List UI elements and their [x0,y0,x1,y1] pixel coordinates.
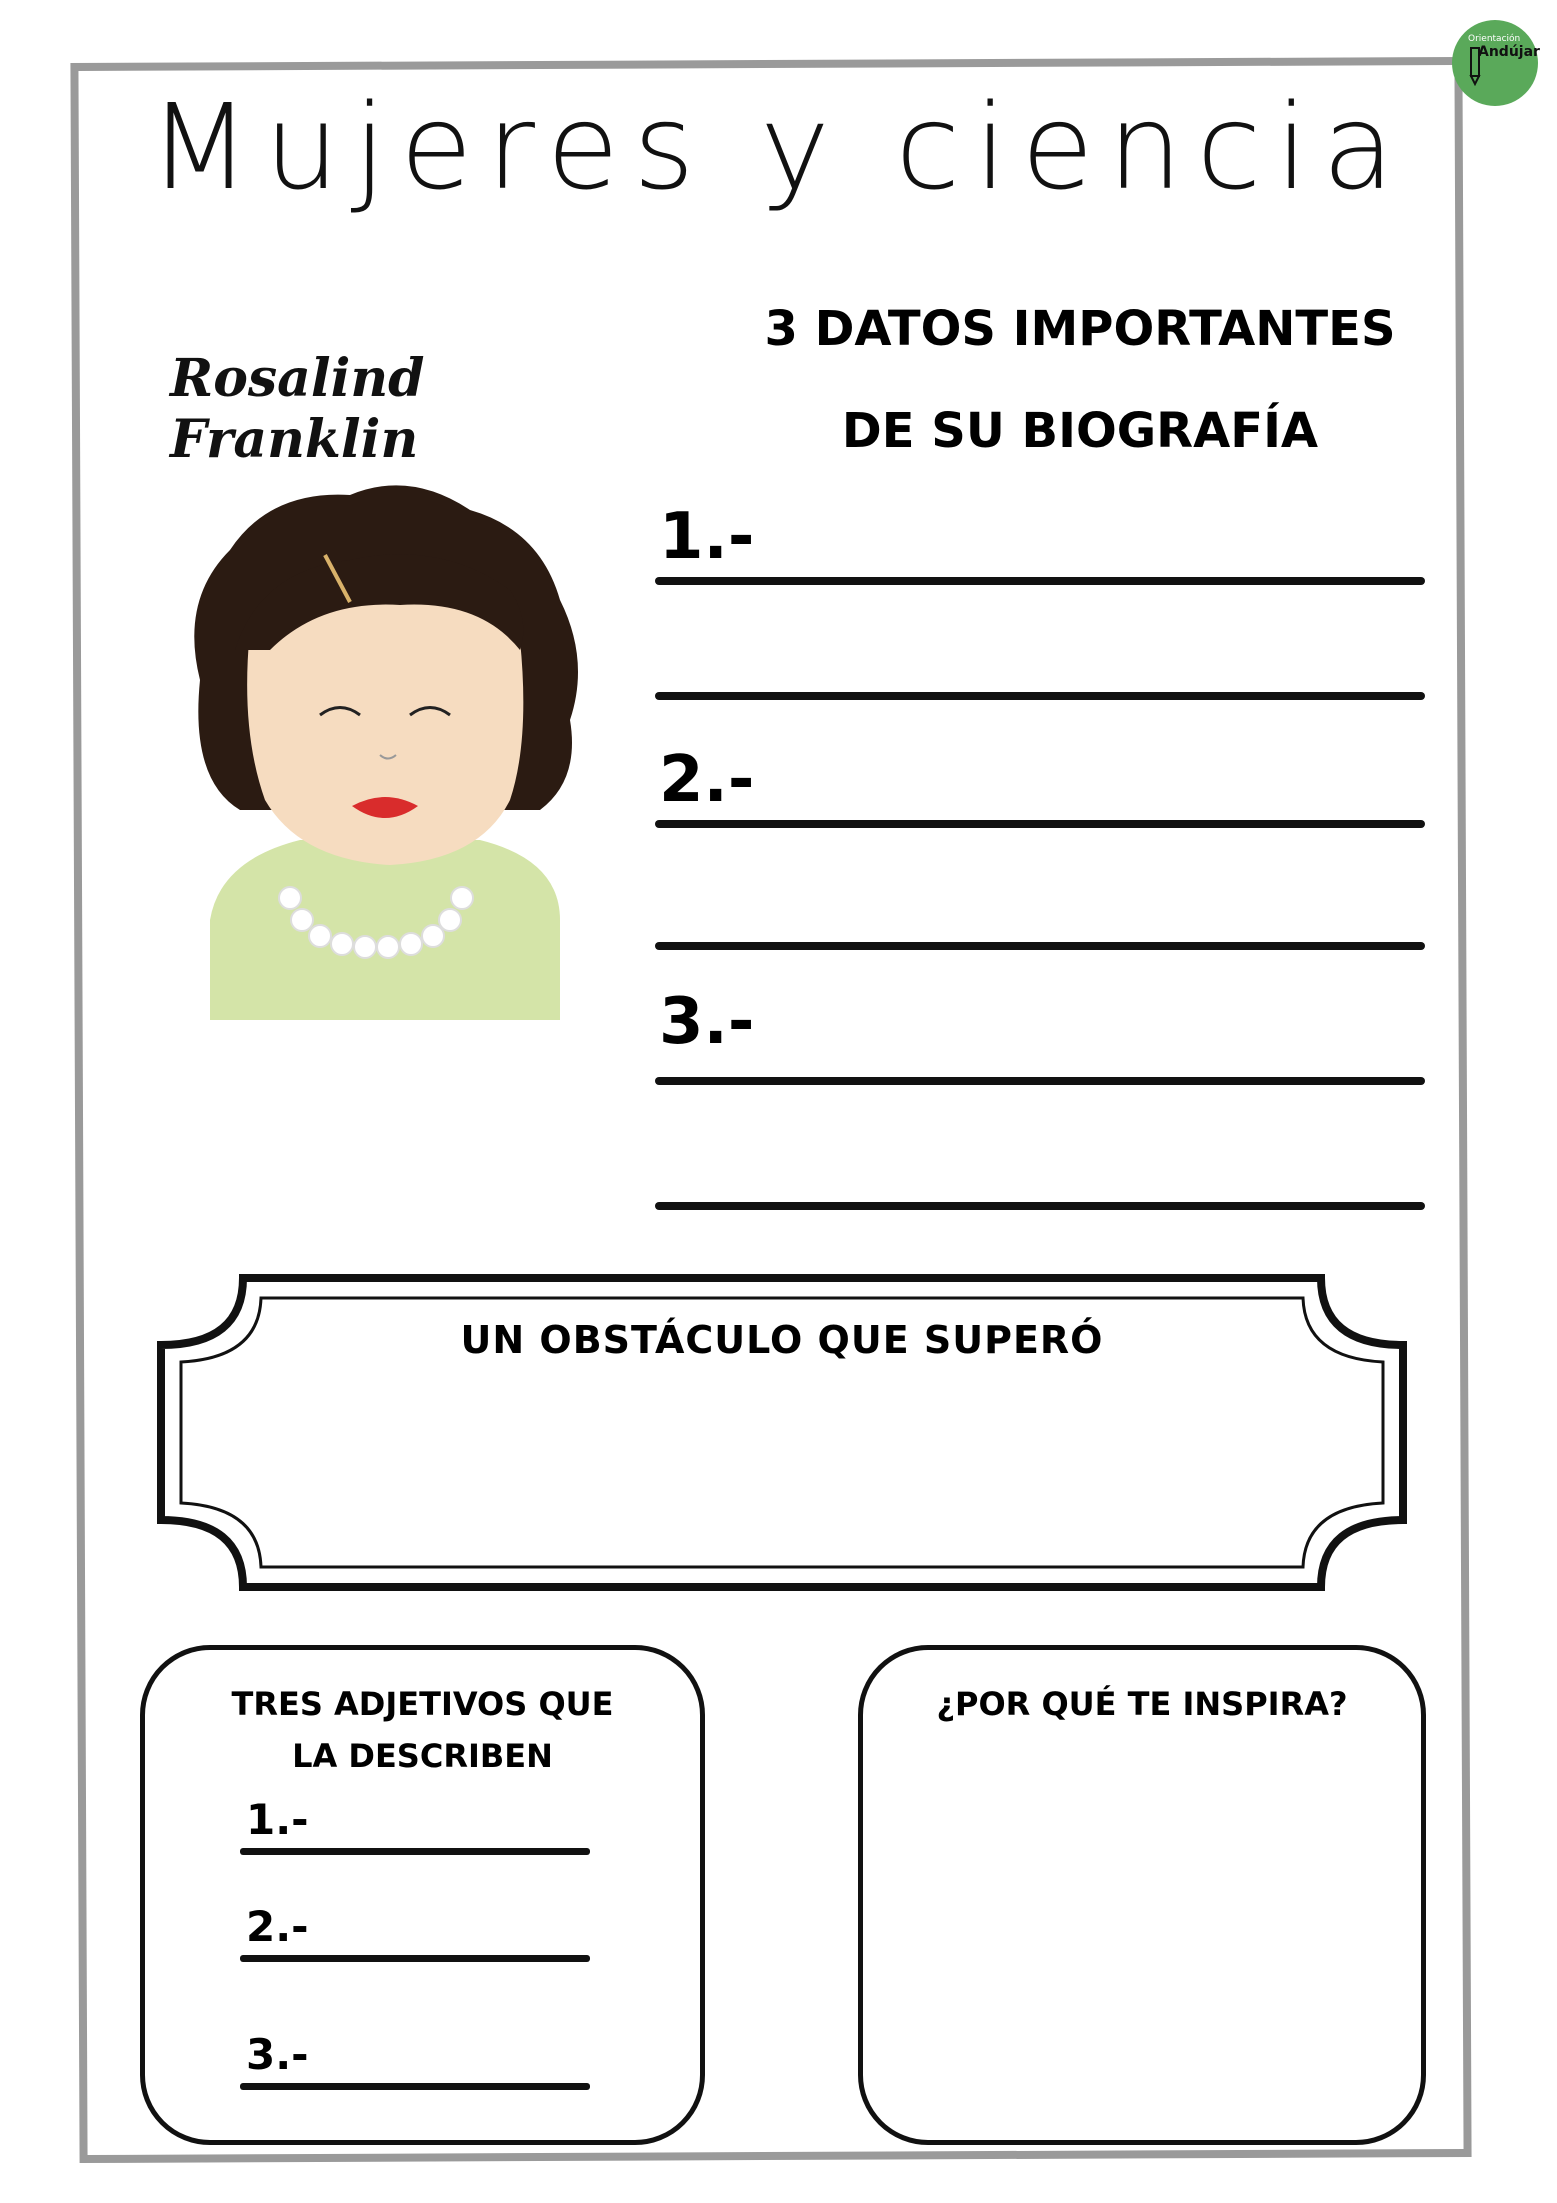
fact-2-row [655,743,1425,828]
adjectives-heading-line1: TRES ADJETIVOS QUE [231,1685,614,1723]
adjective-1-row[interactable] [240,1795,590,1855]
fact-1-line-b[interactable] [655,692,1425,700]
adjective-2-line[interactable] [240,1955,590,1962]
adjective-3-line[interactable] [240,2083,590,2090]
fact-3-label: 3.- [659,985,755,1059]
adjectives-heading [145,1678,700,1782]
adjectives-heading-line2: LA DESCRIBEN [292,1737,553,1775]
fact-1-row [655,500,1425,585]
adjectives-box [140,1645,705,2145]
page-title: Mujeres y ciencia [148,78,1409,216]
fact-2-line-b[interactable] [655,942,1425,950]
logo-name: Andújar [1478,44,1540,60]
woman-portrait-illustration [180,480,600,1020]
inspiration-heading: ¿POR QUÉ TE INSPIRA? [936,1685,1348,1723]
obstacle-heading: UN OBSTÁCULO QUE SUPERÓ [460,1318,1104,1362]
facts-heading [740,278,1420,482]
inspiration-box[interactable] [858,1645,1426,2145]
adjective-3-label: 3.- [246,2030,309,2079]
adjective-1-line[interactable] [240,1848,590,1855]
adjective-3-row[interactable] [240,2030,590,2090]
fact-3-row [655,985,1425,1085]
scientist-name: Rosalind Franklin [170,348,425,470]
fact-1-label: 1.- [659,500,755,574]
fact-3-line-b-row [655,1200,1425,1210]
fact-1-line-b-row [655,690,1425,700]
adjective-2-label: 2.- [246,1902,309,1951]
fact-2-line-a[interactable] [655,820,1425,828]
facts-heading-line1: 3 DATOS IMPORTANTES [764,301,1396,357]
adjective-1-label: 1.- [246,1795,309,1844]
fact-2-label: 2.- [659,743,755,817]
fact-2-line-b-row [655,940,1425,950]
adjective-2-row[interactable] [240,1902,590,1962]
fact-3-line-a[interactable] [655,1077,1425,1085]
fact-3-line-b[interactable] [655,1202,1425,1210]
facts-heading-line2: DE SU BIOGRAFÍA [841,403,1319,459]
fact-1-line-a[interactable] [655,577,1425,585]
logo-small-text: Orientación [1468,34,1521,44]
